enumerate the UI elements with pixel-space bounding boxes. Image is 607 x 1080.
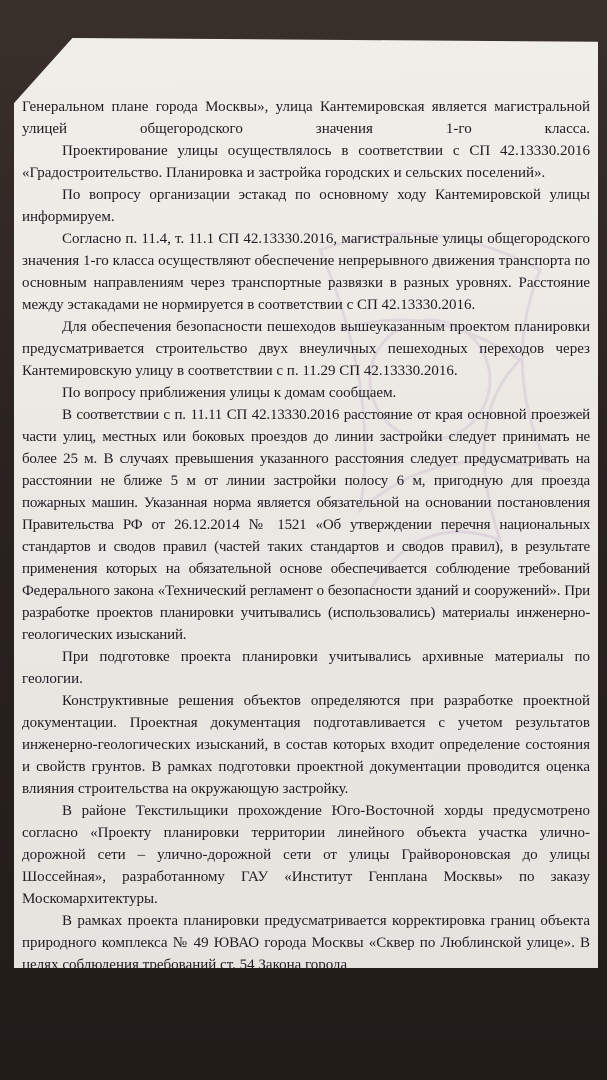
paragraph-5: Для обеспечения безопасности пешеходов вышеуказанным проектом планировки предусматривается строительство двух внеуличных пешеходных переходов через Кантемировскую улицу в соответствии с п. 11.29 СП 42.13330.2016.: [22, 319, 590, 379]
paragraph-11: В рамках проекта планировки предусматривается корректировка границ объекта природного комплекса № 49 ЮВАО города Москвы «Сквер по Люблинской улице». В целях соблюдения требований ст. 54 Закона города: [22, 913, 590, 973]
paragraph-2: Проектирование улицы осуществлялось в соответствии с СП 42.13330.2016 «Градостроительство. Планировка и застройка городских и сельских поселений».: [22, 143, 590, 181]
letter-body: [22, 96, 590, 976]
paragraph-7: В соответствии с п. 11.11 СП 42.13330.2016 расстояние от края основной проезжей части улиц, местных или боковых проездов до линии застройки следует принимать не более 25 м. В случаях превышения указанного расстояния следует предусматривать на расстоянии не ближе 5 м от линии застройки полосу 6 м, пригодную для проезда пожарных машин. Указанная норма является обязательной на основании постановления Правительства РФ от 26.12.2014 № 1521 «Об утверждении перечня национальных стандартов и сводов правил (частей таких стандартов и сводов правил), в результате применения которых на обязательной основе обеспечивается соблюдение требований Федерального закона «Технический регламент о безопасности зданий и сооружений». При разработке проектов планировки учитывались (использовались) материалы инженерно-геологических изысканий.: [22, 407, 590, 643]
paragraph-4: Согласно п. 11.4, т. 11.1 СП 42.13330.2016, магистральные улицы общегородского значения 1-го класса осуществляют обеспечение непрерывного движения транспорта по основным направлениям через транспортные развязки в разных уровнях. Расстояние между эстакадами не нормируется в соответствии с СП 42.13330.2016.: [22, 231, 590, 313]
paragraph-10: В районе Текстильщики прохождение Юго-Восточной хорды предусмотрено согласно «Проекту планировки территории линейного объекта участка улично-дорожной сети – улично-дорожной сети от улицы Грайвороновская до улицы Шоссейная», разработанному ГАУ «Институт Генплана Москвы» по заказу Москомархитектуры.: [22, 803, 590, 907]
paragraph-8: При подготовке проекта планировки учитывались архивные материалы по геологии.: [22, 649, 590, 687]
paragraph-6: По вопросу приближения улицы к домам сообщаем.: [62, 385, 397, 401]
paragraph-1: Генеральном плане города Москвы», улица Кантемировская является магистральной улицей общегородского значения 1-го класса.: [22, 99, 590, 137]
paragraph-9: Конструктивные решения объектов определяются при разработке проектной документации. Проектная документация подготавливается с учетом результатов инженерно-геологических изысканий, в состав которых входит определение состояния и свойств грунтов. В рамках подготовки проектной документации проводится оценка влияния строительства на окружающую застройку.: [22, 693, 590, 797]
paragraph-3: По вопросу организации эстакад по основному ходу Кантемировской улицы информируем.: [22, 187, 590, 225]
